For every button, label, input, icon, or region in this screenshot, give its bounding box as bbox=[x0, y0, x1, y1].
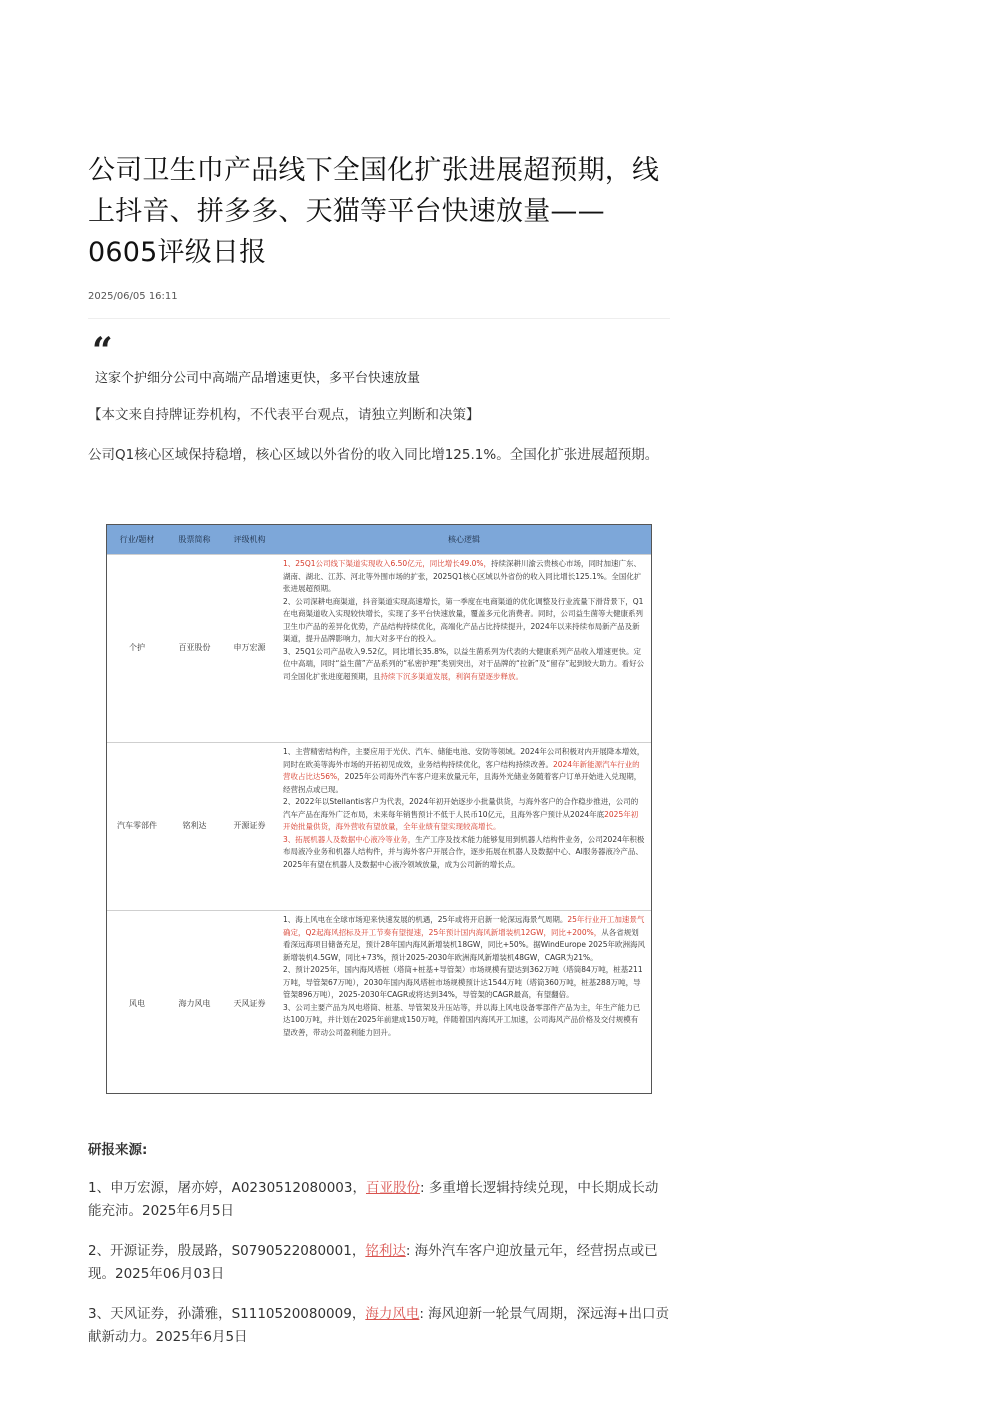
logic-cell bbox=[277, 911, 651, 1094]
logic-line: 3、拓展机器人及数据中心液冷等业务，生产工序及技术能力能够复用到机器人结构件业务，公司2024年积极布局液冷业务和机器人结构件，并与海外客户开展合作，逐步拓展在机器人及数据中心、AI服务器液冷产品、2025年有望在机器人及数据中心液冷领域放量，成为公司新的增长点。 bbox=[283, 834, 645, 869]
table-row bbox=[107, 742, 651, 910]
source-item: 2、开源证券，殷晟路，S0790522080001，铭利达: 海外汽车客户迎放量元年，经营拐点或已现。2025年06月03日 bbox=[88, 1243, 658, 1282]
stock-link[interactable]: 铭利达 bbox=[365, 1243, 406, 1259]
stock-link[interactable]: 海力风电 bbox=[365, 1306, 420, 1322]
body-paragraph: 公司Q1核心区域保持稳增，核心区域以外省份的收入同比增125.1%。全国化扩张进展超预期。 bbox=[88, 447, 659, 463]
industry-cell: 个护 bbox=[129, 643, 145, 653]
article-title: 公司卫生巾产品线下全国化扩张进展超预期，线上抖音、拼多多、天猫等平台快速放量——0605评级日报 bbox=[88, 155, 660, 268]
table-header bbox=[107, 525, 651, 554]
industry-cell: 风电 bbox=[129, 998, 145, 1008]
stock-cell: 海力风电 bbox=[178, 998, 211, 1008]
org-cell: 开源证券 bbox=[233, 821, 266, 831]
stock-link[interactable]: 百亚股份 bbox=[365, 1180, 420, 1196]
header-logic: 核心逻辑 bbox=[448, 535, 480, 544]
stock-cell: 铭利达 bbox=[182, 821, 207, 831]
summary-quote: 这家个护细分公司中高端产品增速更快，多平台快速放量 bbox=[95, 371, 421, 386]
quote-icon: “ bbox=[92, 330, 113, 372]
logic-line: 2、预计2025年，国内海风塔桩（塔筒+桩基+导管架）市场规模有望达到362万吨（塔筒84万吨，桩基211万吨，导管架67万吨），2030年国内海风塔桩市场规模预计达1544万吨（塔筒360万吨，桩基288万吨，导管架896万吨），2025-2030年CAGR或将达到34%，导管架的CAGR最高，有望翻倍。 bbox=[283, 965, 643, 999]
header-org: 评级机构 bbox=[233, 535, 266, 544]
divider bbox=[88, 318, 670, 319]
logic-line: 3、公司主要产品为风电塔筒、桩基、导管架及升压站等，并以海上风电设备零部件产品为主，年生产能力已达100万吨，并计划在2025年前建成150万吨，伴随着国内海风开工加速，公司海风产品价格及交付规模有望改善，带动公司盈利能力回升。 bbox=[283, 1002, 641, 1037]
industry-cell: 汽车零部件 bbox=[117, 821, 157, 831]
logic-cell bbox=[277, 555, 651, 742]
header-stock: 股票简称 bbox=[178, 535, 211, 544]
logic-line: 2、2022年以Stellantis客户为代表，2024年初开始逐步小批量供货，与海外客户的合作稳步推进，公司的汽车产品在海外广泛布局，未来每年销售预计不低于人民币10亿元，且海外客户预计从2024年底2025年初开始批量供货，海外营收有望放量，全年业绩有望实现较高增长。 bbox=[283, 797, 639, 831]
logic-line: 1、25Q1公司线下渠道实现收入6.50亿元，同比增长49.0%，持续深耕川渝云贵核心市场，同时加速广东、湖南、湖北、江苏、河北等外围市场的扩张，2025Q1核心区域以外省份的收入同比增长125.1%。全国化扩张进展超预期。 bbox=[283, 559, 642, 593]
table-row bbox=[107, 554, 651, 742]
disclaimer: 【本文来自持牌证券机构，不代表平台观点，请独立判断和决策】 bbox=[88, 407, 480, 423]
source-item: 3、天风证券，孙潇雅，S1110520080009，海力风电: 海风迎新一轮景气周期，深远海+出口贡献新动力。2025年6月5日 bbox=[88, 1306, 669, 1345]
rating-table-image bbox=[106, 524, 652, 1094]
logic-cell bbox=[277, 743, 651, 910]
org-cell: 申万宏源 bbox=[233, 643, 266, 653]
publish-date: 2025/06/05 16:11 bbox=[88, 291, 178, 302]
article bbox=[88, 150, 670, 467]
source-item: 1、申万宏源，屠亦婷，A0230512080003，百亚股份: 多重增长逻辑持续兑现，中长期成长动能充沛。2025年6月5日 bbox=[88, 1180, 659, 1219]
logic-line: 3、25Q1公司产品收入9.52亿，同比增长35.8%，以益生菌系列为代表的大健康系列产品收入增速更快。定位中高端，同时“益生菌”产品系列的“私密护理”类别突出，对于品牌的“拉新”及“留存”起到较大助力。看好公司全国化扩张进度超预期，且持续下沉多渠道发展，利润有望逐步释放。 bbox=[283, 646, 645, 681]
org-cell: 天风证券 bbox=[233, 998, 266, 1008]
logic-line: 1、海上风电在全球市场迎来快速发展的机遇，25年或将开启新一轮深远海景气周期。25年行业开工加速景气确定，Q2起海风招标及开工节奏有望提速，25年预计国内海风新增装机12GW，同比+200%，从各省规划看深远海项目储备充足，预计28年国内海风新增装机18GW，同比+50%。据WindEurope 2025年欧洲海风新增装机4.5GW，同比+73%，预计2025-2030年欧洲海风新增装机48GW，CAGR为21%。 bbox=[283, 915, 645, 962]
header-industry: 行业/题材 bbox=[119, 535, 155, 544]
sources-heading: 研报来源: bbox=[88, 1142, 148, 1158]
stock-cell: 百亚股份 bbox=[178, 643, 211, 653]
logic-line: 1、主营精密结构件，主要应用于光伏、汽车、储能电池、安防等领域。2024年公司积极对内开展降本增效，同时在欧美等海外市场的开拓初见成效，业务结构持续优化，客户结构持续改善。2024年新能源汽车行业的营收占比达56%，2025年公司海外汽车客户迎来放量元年，且海外光储业务随着客户订单开始进入兑现期，经营拐点或已现。 bbox=[283, 747, 645, 794]
table-row bbox=[107, 910, 651, 1094]
logic-line: 2、公司深耕电商渠道，抖音渠道实现高速增长，第一季度在电商渠道的优化调整及行业流量下滑背景下，Q1在电商渠道收入实现较快增长，实现了多平台快速放量，覆盖多元化消费者。同时，公司益生菌等大健康系列卫生巾产品的差异化优势，产品结构持续优化，高端化产品占比持续提升，2024年以来持续布局新产品及新渠道，提升品牌影响力，加大对多平台的投入。 bbox=[283, 596, 644, 643]
